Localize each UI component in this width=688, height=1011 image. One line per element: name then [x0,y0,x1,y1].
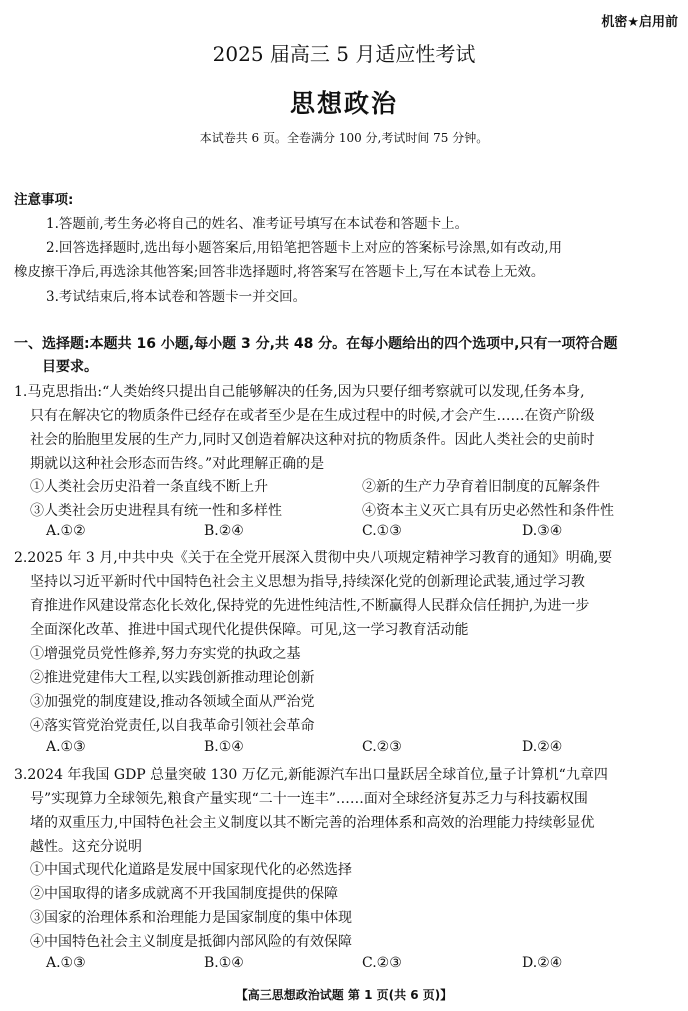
q3-stem-line: 号”实现算力全球领先,粮食产量实现“二十一连丰”……面对全球经济复苏乏力与科技霸权围 [30,791,588,807]
section-heading-line-1: 一、选择题:本题共 16 小题,每小题 3 分,共 48 分。在每小题给出的四个选项中,只有一项符合题 [14,336,618,352]
q1-stem-line: 期就以这种社会形态而告终。”对此理解正确的是 [30,456,325,472]
q1-choice-a: A.①② [46,523,86,539]
q3-option-2: ②中国取得的诸多成就离不开我国制度提供的保障 [30,886,338,902]
q3-choice-a: A.①③ [46,955,86,971]
q3-choice-c: C.②③ [362,955,402,971]
q1-option-3: ③人类社会历史进程具有统一性和多样性 [30,503,282,519]
q1-stem-line: 1.马克思指出:“人类始终只提出自己能够解决的任务,因为只要仔细考察就可以发现,任务本身, [14,384,585,400]
q3-option-4: ④中国特色社会主义制度是抵御内部风险的有效保障 [30,934,352,950]
page-footer: 【高三思想政治试题 第 1 页(共 6 页)】 [235,988,453,1002]
notice-item-1: 1.答题前,考生务必将自己的姓名、准考证号填写在本试卷和答题卡上。 [46,216,469,232]
q1-option-2: ②新的生产力孕育着旧制度的瓦解条件 [362,479,600,495]
q2-stem-line: 坚持以习近平新时代中国特色社会主义思想为指导,持续深化党的创新理论武装,通过学习教 [30,574,585,590]
q2-choice-c: C.②③ [362,739,402,755]
q2-option-1: ①增强党员党性修养,努力夯实党的执政之基 [30,646,301,662]
notice-item-2-line-2: 橡皮擦干净后,再选涂其他答案;回答非选择题时,将答案写在答题卡上,写在本试卷上无效。 [14,264,545,280]
q2-stem-line: 2.2025 年 3 月,中共中央《关于在全党开展深入贯彻中央八项规定精神学习教育的通知》明确,要 [14,550,613,566]
q2-choice-a: A.①③ [46,739,86,755]
section-heading-line-2: 目要求。 [42,359,98,375]
exam-title: 2025 届高三 5 月适应性考试 [212,42,476,66]
notice-item-2-line-1: 2.回答选择题时,选出每小题答案后,用铅笔把答题卡上对应的答案标号涂黑,如有改动,用 [46,240,563,256]
q2-choice-b: B.①④ [204,739,244,755]
q2-option-2: ②推进党建伟大工程,以实践创新推动理论创新 [30,670,315,686]
q1-option-4: ④资本主义灭亡具有历史必然性和条件性 [362,503,614,519]
q1-choice-d: D.③④ [522,523,563,539]
q1-choice-c: C.①③ [362,523,402,539]
q1-stem-line: 社会的胎胞里发展的生产力,同时又创造着解决这种对抗的物质条件。因此人类社会的史前时 [30,432,595,448]
subject-title: 思想政治 [289,89,398,118]
notice-item-3: 3.考试结束后,将本试卷和答题卡一并交回。 [46,289,307,305]
q1-stem-line: 只有在解决它的物质条件已经存在或者至少是在生成过程中的时候,才会产生……在资产阶级 [30,408,595,424]
q1-option-1: ①人类社会历史沿着一条直线不断上升 [30,479,268,495]
q3-stem-line: 越性。这充分说明 [30,839,142,855]
q2-choice-d: D.②④ [522,739,563,755]
q3-option-1: ①中国式现代化道路是发展中国家现代化的必然选择 [30,862,352,878]
q3-choice-d: D.②④ [522,955,563,971]
q3-option-3: ③国家的治理体系和治理能力是国家制度的集中体现 [30,910,352,926]
q2-stem-line: 全面深化改革、推进中国式现代化提供保障。可见,这一学习教育活动能 [30,622,469,638]
q3-stem-line: 堵的双重压力,中国特色社会主义制度以其不断完善的治理体系和高效的治理能力持续彰显优 [30,815,595,831]
q2-option-3: ③加强党的制度建设,推动各领域全面从严治党 [30,694,315,710]
q3-stem-line: 3.2024 年我国 GDP 总量突破 130 万亿元,新能源汽车出口量跃居全球首位,量子计算机“九章四 [14,767,608,783]
exam-info: 本试卷共 6 页。全卷满分 100 分,考试时间 75 分钟。 [199,131,489,145]
q3-choice-b: B.①④ [204,955,244,971]
q2-option-4: ④落实管党治党责任,以自我革命引领社会革命 [30,718,315,734]
q1-choice-b: B.②④ [204,523,244,539]
q2-stem-line: 育推进作风建设常态化长效化,保持党的先进性纯洁性,不断赢得人民群众信任拥护,为进一步 [30,598,590,614]
confidential-label: 机密★启用前 [601,15,678,30]
notice-heading: 注意事项: [14,192,74,208]
